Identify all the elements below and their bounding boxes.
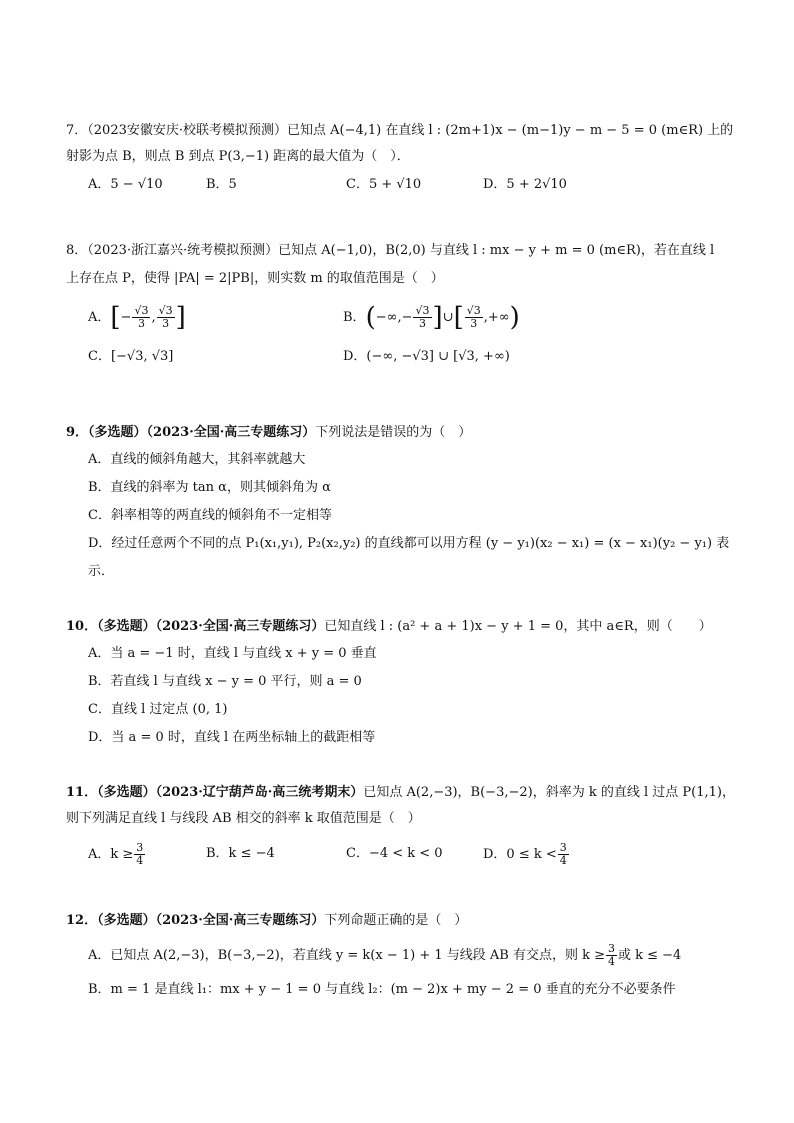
q12-option-a: A．已知点 A(2,−3)，B(−3,−2)，若直线 y = k(x − 1) + 1 与线段 AB 有交点，则 k ≥ $\frac{3}{4}$ 或 k ≤ −4	[88, 942, 682, 968]
q10-options	[66, 640, 726, 752]
q10-option-a: A．当 a = −1 时，直线 l 与直线 x + y = 0 垂直	[88, 646, 377, 661]
q9-option-b: B．直线的斜率为 tan α，则其倾斜角为 α	[88, 480, 331, 495]
q11-tag: 11．（多选题）（2023·辽宁葫芦岛·高三统考期末）	[66, 785, 364, 800]
q8-stem-line-2: 上存在点 P，使得 |PA| = 2|PB|，则实数 m 的取值范围是（ ）	[66, 271, 444, 286]
q11-option-c: C．−4 < k < 0	[346, 846, 443, 861]
fraction: $\frac{3}{4}$	[608, 942, 615, 968]
fraction: $\frac{√3}{3}$	[466, 303, 481, 330]
q9-options	[66, 446, 730, 586]
q9-option-a: A．直线的倾斜角越大，其斜率就越大	[88, 452, 306, 467]
q9-stem	[66, 424, 726, 442]
q8-option-d: D．(−∞, −√3] ∪ [√3, +∞)	[343, 349, 510, 364]
q8-stem-line-1: 8．（2023·浙江嘉兴·统考模拟预测）已知点 A(−1,0)，B(2,0) 与直线 l : mx − y + m = 0 (m∈R)，若在直线 l	[66, 243, 715, 258]
question-12	[66, 912, 726, 1004]
fraction: $\frac{3}{4}$	[136, 840, 144, 867]
q7-stem-line-2: 射影为点 B，则点 B 到点 P(3,−1) 距离的最大值为（ ）．	[66, 149, 410, 164]
q11-stem-line-2: 则下列满足直线 l 与线段 AB 相交的斜率 k 取值范围是（ ）	[66, 811, 421, 826]
fraction: $\frac{3}{4}$	[559, 840, 567, 867]
q10-tag: 10．（多选题）（2023·全国·高三专题练习）	[66, 619, 325, 634]
q11-option-a: A．k ≥ $\frac{3}{4}$	[88, 840, 144, 867]
q7-option-a: A．5 − √10	[88, 177, 163, 192]
q8-options-ab	[66, 294, 726, 340]
question-9	[66, 424, 730, 586]
q10-option-c: C．直线 l 过定点 (0, 1)	[88, 702, 228, 717]
q11-option-d: D．0 ≤ k < $\frac{3}{4}$	[483, 840, 567, 867]
q12-option-b: B．m = 1 是直线 l₁：mx + y − 1 = 0 与直线 l₂：(m − 2)x + my − 2 = 0 垂直的充分不必要条件	[88, 982, 676, 997]
q12-stem	[66, 912, 726, 930]
q11-stem-line-1	[66, 784, 735, 802]
q10-option-d: D．当 a = 0 时，直线 l 在两坐标轴上的截距相等	[88, 730, 376, 745]
q7-option-b: B．5	[206, 177, 237, 192]
fraction: $\frac{√3}{3}$	[134, 303, 149, 330]
q9-stem-text: 下列说法是错误的为（ ）	[315, 425, 472, 440]
question-10	[66, 618, 726, 752]
q7-stem-line-1: 7．（2023安徽安庆·校联考模拟预测）已知点 A(−4,1) 在直线 l : (2m+1)x − (m−1)y − m − 5 = 0 (m∈R) 上的	[66, 123, 734, 138]
question-11	[66, 784, 735, 876]
q12-tag: 12．（多选题）（2023·全国·高三专题练习）	[66, 913, 325, 928]
q10-stem	[66, 618, 726, 636]
q10-stem-text: 已知直线 l : (a² + a + 1)x − y + 1 = 0，其中 a∈R，则（ ）	[324, 619, 712, 634]
fraction: $\frac{√3}{3}$	[158, 303, 173, 330]
q11-option-b: B．k ≤ −4	[206, 846, 275, 861]
fraction: $\frac{√3}{3}$	[415, 303, 430, 330]
q8-options-cd	[66, 342, 726, 372]
q10-option-b: B．若直线 l 与直线 x − y = 0 平行，则 a = 0	[88, 674, 362, 689]
q7-option-c: C．5 + √10	[346, 177, 422, 192]
q9-option-d-line-1: D．经过任意两个不同的点 P₁(x₁,y₁), P₂(x₂,y₂) 的直线都可以用方程 (y − y₁)(x₂ − x₁) = (x − x₁)(y₂ − y₁) 表	[88, 536, 730, 551]
question-8	[66, 242, 726, 372]
q7-option-d: D．5 + 2√10	[483, 177, 567, 192]
q7-options	[66, 170, 726, 200]
q11-stem-text: 已知点 A(2,−3)，B(−3,−2)，斜率为 k 的直线 l 过点 P(1,1)，	[363, 785, 735, 800]
q9-option-d-line-2: 示．	[88, 564, 115, 579]
q12-stem-text: 下列命题正确的是（ ）	[324, 913, 468, 928]
q8-option-a: A．[− $\frac{√3}{3}$ , $\frac{√3}{3}$ ]	[88, 302, 186, 332]
q8-option-c: C．[−√3, √3]	[88, 349, 174, 364]
q8-option-b: B．(−∞,− $\frac{√3}{3}$ ]∪[ $\frac{√3}{3}$ ,+∞)	[343, 302, 520, 332]
q12-options	[66, 936, 726, 1004]
q9-option-c: C．斜率相等的两直线的倾斜角不一定相等	[88, 508, 332, 523]
q9-tag: 9．（多选题）（2023·全国·高三专题练习）	[66, 425, 316, 440]
q11-options	[66, 832, 726, 876]
question-7	[66, 122, 734, 200]
